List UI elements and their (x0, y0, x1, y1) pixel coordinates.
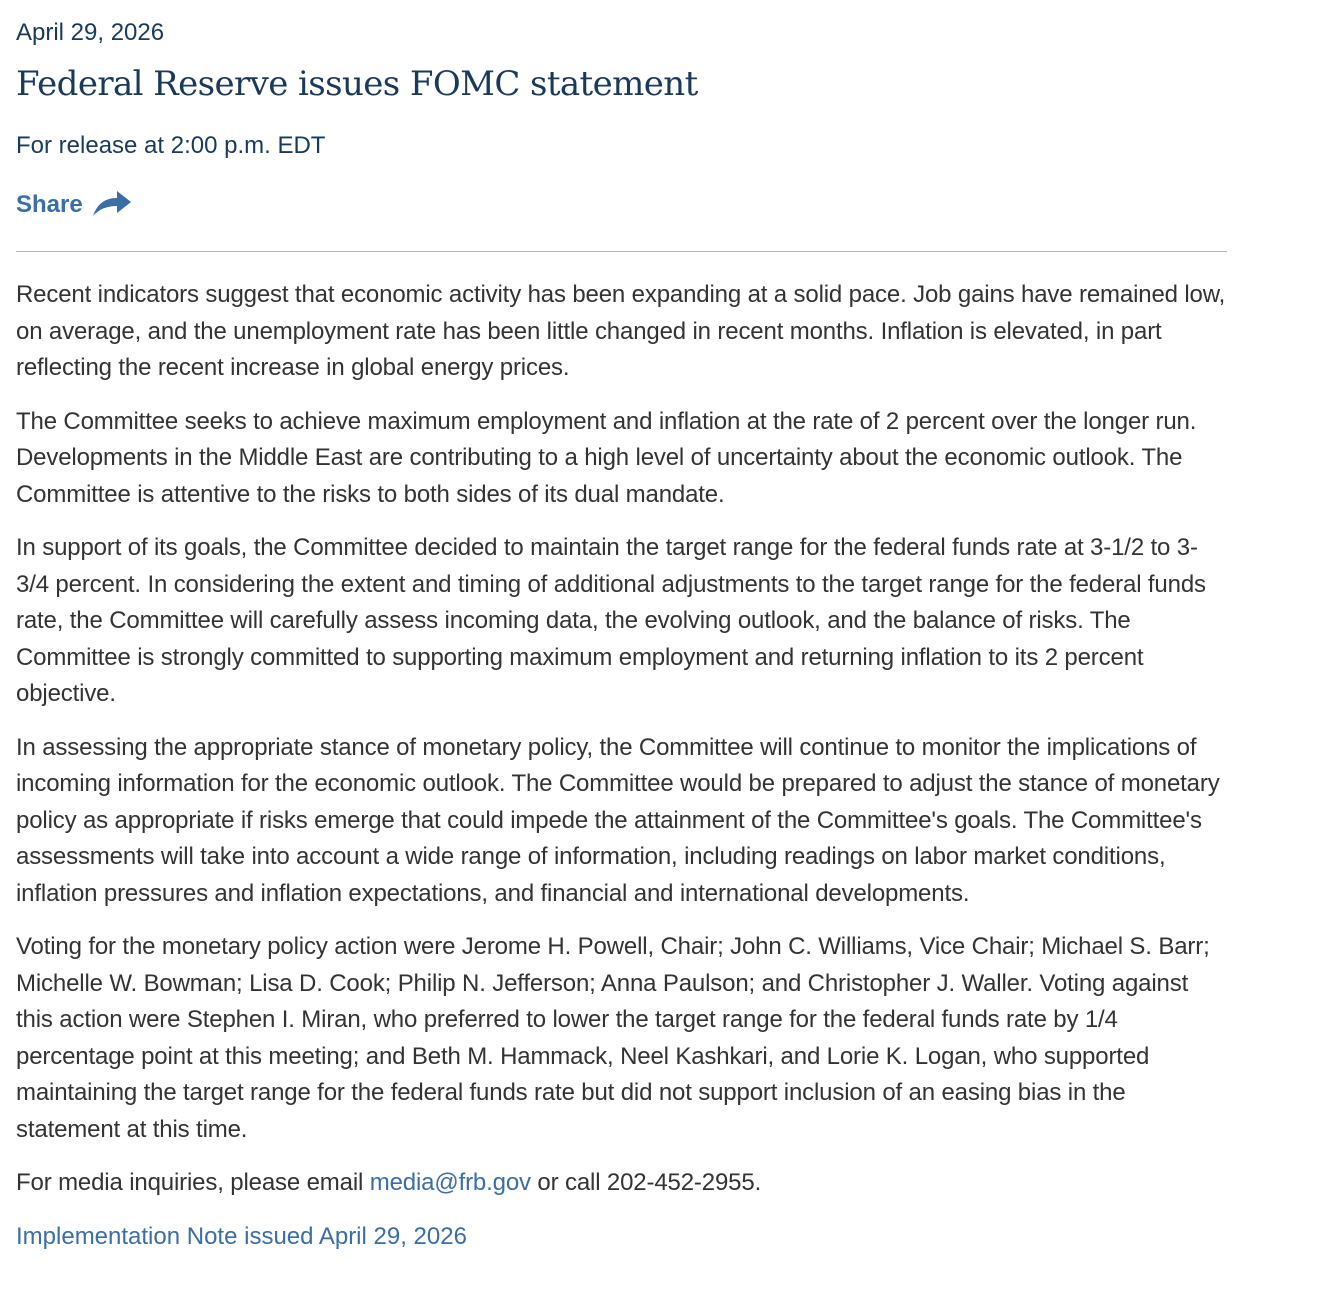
implementation-note-link[interactable]: Implementation Note issued April 29, 2026 (16, 1222, 467, 1250)
statement-body (16, 277, 1227, 1255)
share-label: Share (16, 191, 83, 218)
header-divider (16, 251, 1227, 252)
media-middle: or call (530, 1169, 607, 1196)
release-date: April 29, 2026 (16, 19, 165, 46)
release-time: For release at 2:00 p.m. EDT (16, 132, 326, 159)
voting-paragraph: Voting for the monetary policy action were Jerome H. Powell, Chair; John C. Williams, Vice Chair; Michael S. Barr; Michelle W. Bowman; Lisa D. Cook; Philip N. Jefferson; Anna Paulson; and Christopher J. Waller. Voting against this action were Stephen I. Miran, who preferred to lower the target range for the federal funds rate by 1/4 percentage point at this meeting; and Beth M. Hammack, Neel Kashkari, and Lorie K. Logan, who supported maintaining the target range for the federal funds rate but did not support inclusion of an easing bias in the statement at this time. (16, 933, 1210, 1143)
statement-paragraph-4: In assessing the appropriate stance of monetary policy, the Committee will continue to monitor the implications of incoming information for the economic outlook. The Committee would be prepared to adjust the stance of monetary policy as appropriate if risks emerge that could impede the attainment of the Committee's goals. The Committee's assessments will take into account a wide range of information, including readings on labor market conditions, inflation pressures and inflation expectations, and financial and international developments. (16, 733, 1220, 907)
statement-paragraph-3: In support of its goals, the Committee decided to maintain the target range for the federal funds rate at 3-1/2 to 3-3/4 percent. In considering the extent and timing of additional adjustments to the target range for the federal funds rate, the Committee will carefully assess incoming data, the evolving outlook, and the balance of risks. The Committee is strongly committed to supporting maximum employment and returning inflation to its 2 percent objective. (16, 534, 1206, 707)
statement-paragraph-1: Recent indicators suggest that economic activity has been expanding at a solid pace. Job gains have remained low, on average, and the unemployment rate has been little changed in recent months. Inflation is elevated, in part reflecting the recent increase in global energy prices. (16, 281, 1226, 381)
media-email-link[interactable]: media@frb.gov (369, 1169, 531, 1196)
media-phone: 202-452-2955 (606, 1169, 755, 1196)
media-suffix: . (754, 1169, 762, 1196)
statement-paragraph-2: The Committee seeks to achieve maximum employment and inflation at the rate of 2 percent over the longer run. Developments in the Middle East are contributing to a high level of uncertainty about the economic outlook. The Committee is attentive to the risks to both sides of its dual mandate. (16, 407, 1197, 508)
page-title: Federal Reserve issues FOMC statement (16, 64, 698, 104)
share-arrow-icon (91, 184, 133, 226)
share-button[interactable] (16, 184, 133, 226)
media-prefix: For media inquiries, please email (16, 1169, 370, 1196)
media-inquiries (16, 1165, 1227, 1202)
